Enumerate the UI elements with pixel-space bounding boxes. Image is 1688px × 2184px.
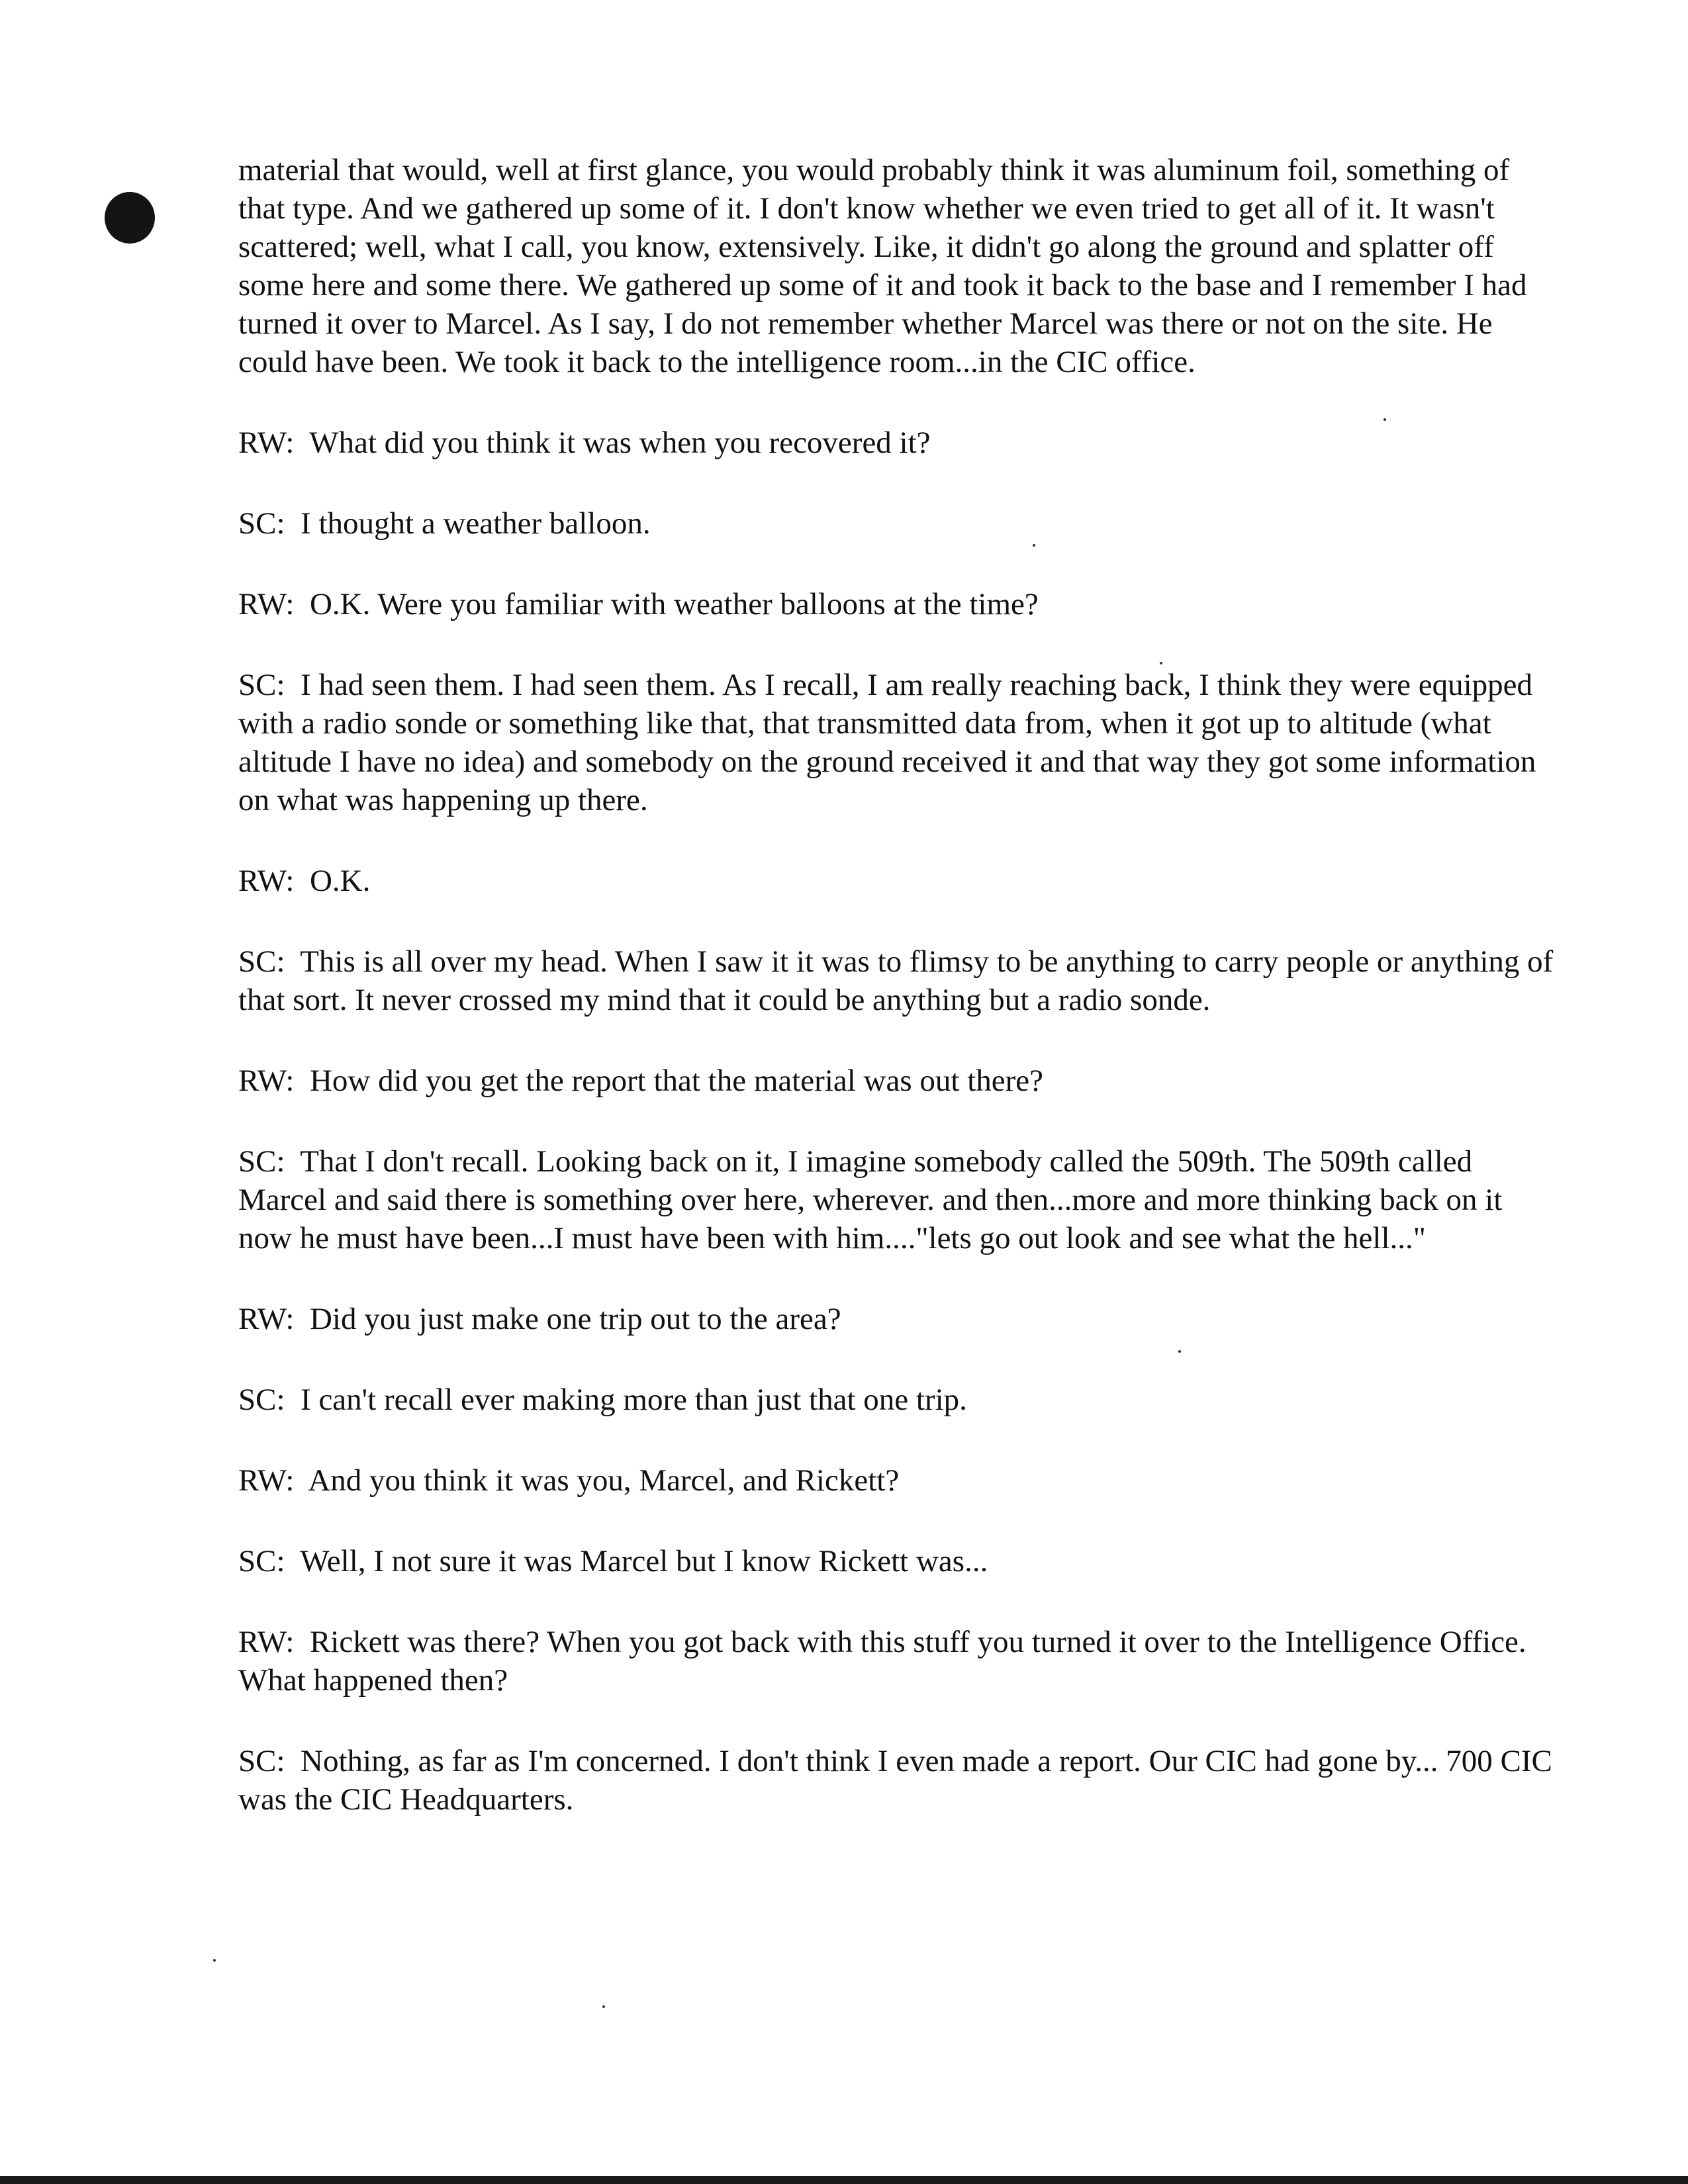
- scan-speck: [1383, 418, 1386, 421]
- paragraph-text: This is all over my head. When I saw it it was to flimsy to be anything to carry people or anything of that sort. It never crossed my mind that it could be anything but a radio sonde.: [238, 944, 1554, 1017]
- paragraph-text: O.K. Were you familiar with weather balloons at the time?: [309, 587, 1039, 621]
- speaker-label: SC:: [238, 944, 285, 979]
- speaker-label: SC:: [238, 1383, 285, 1417]
- transcript-paragraph: [238, 585, 1556, 623]
- scan-speck: [1178, 1350, 1181, 1353]
- transcript-paragraph: [238, 1542, 1556, 1580]
- transcript-paragraph: [238, 1062, 1556, 1100]
- speaker-label: SC:: [238, 1744, 285, 1778]
- speaker-label: RW:: [238, 426, 295, 460]
- speaker-label: SC:: [238, 1144, 285, 1179]
- speaker-label: RW:: [238, 1302, 295, 1336]
- transcript-paragraph: [238, 504, 1556, 543]
- paragraph-text: O.K.: [309, 864, 371, 898]
- speaker-label: RW:: [238, 587, 295, 621]
- paragraph-text: Nothing, as far as I'm concerned. I don't think I even made a report. Our CIC had gone by... 700 CIC was the CIC Headquarters.: [238, 1744, 1552, 1817]
- transcript-paragraph: [238, 862, 1556, 900]
- paragraph-text: Well, I not sure it was Marcel but I know Rickett was...: [300, 1544, 988, 1578]
- paragraph-text: Rickett was there? When you got back with this stuff you turned it over to the Intelligence Office. What happened then?: [238, 1625, 1526, 1698]
- transcript-paragraph: [238, 1623, 1556, 1700]
- transcript-paragraph: [238, 942, 1556, 1019]
- transcript-paragraph: [238, 1300, 1556, 1338]
- bottom-edge-bar: [0, 2176, 1688, 2184]
- paragraph-text: material that would, well at first glance, you would probably think it was aluminum foil, something of that type. And we gathered up some of it. I don't know whether we even tried to get all of it. It wasn't scattered; well, what I call, you know, extensively. Like, it didn't go along the ground and splatter off some here and some there. We gathered up some of it and took it back to the base and I remember I had turned it over to Marcel. As I say, I do not remember whether Marcel was there or not on the site. He could have been. We took it back to the intelligence room...in the CIC office.: [238, 153, 1527, 379]
- scan-speck: [1160, 662, 1162, 664]
- transcript-paragraph: [238, 1381, 1556, 1419]
- transcript-paragraph: [238, 1461, 1556, 1500]
- scan-speck: [1033, 544, 1035, 547]
- scan-speck: [602, 2005, 605, 2008]
- paragraph-text: I had seen them. I had seen them. As I recall, I am really reaching back, I think they were equipped with a radio sonde or something like that, that transmitted data from, when it got up to altitude (what altitude I have no idea) and somebody on the ground received it and that way they got some information on what was happening up there.: [238, 668, 1536, 817]
- hole-punch-mark: [105, 192, 155, 244]
- paragraph-text: How did you get the report that the material was out there?: [309, 1064, 1043, 1098]
- speaker-label: RW:: [238, 1463, 295, 1498]
- speaker-label: SC:: [238, 668, 285, 702]
- transcript-paragraph: [238, 424, 1556, 462]
- transcript-paragraph: [238, 1142, 1556, 1257]
- transcript-paragraph: [238, 1742, 1556, 1819]
- speaker-label: SC:: [238, 506, 285, 541]
- speaker-label: RW:: [238, 1625, 295, 1659]
- paragraph-text: I can't recall ever making more than just that one trip.: [301, 1383, 967, 1417]
- paragraph-text: Did you just make one trip out to the area?: [309, 1302, 841, 1336]
- speaker-label: SC:: [238, 1544, 285, 1578]
- speaker-label: RW:: [238, 864, 295, 898]
- transcript-paragraph: [238, 151, 1556, 381]
- paragraph-text: What did you think it was when you recovered it?: [309, 426, 931, 460]
- transcript-body: [238, 151, 1556, 1861]
- paragraph-text: I thought a weather balloon.: [301, 506, 651, 541]
- scan-speck: [213, 1959, 216, 1962]
- speaker-label: RW:: [238, 1064, 295, 1098]
- paragraph-text: And you think it was you, Marcel, and Rickett?: [308, 1463, 900, 1498]
- transcript-paragraph: [238, 666, 1556, 819]
- paragraph-text: That I don't recall. Looking back on it, I imagine somebody called the 509th. The 509th called Marcel and said there is something over here, wherever. and then...more and more thinking back on it now he must have been...I must have been with him...."lets go out look and see what the hell...": [238, 1144, 1503, 1255]
